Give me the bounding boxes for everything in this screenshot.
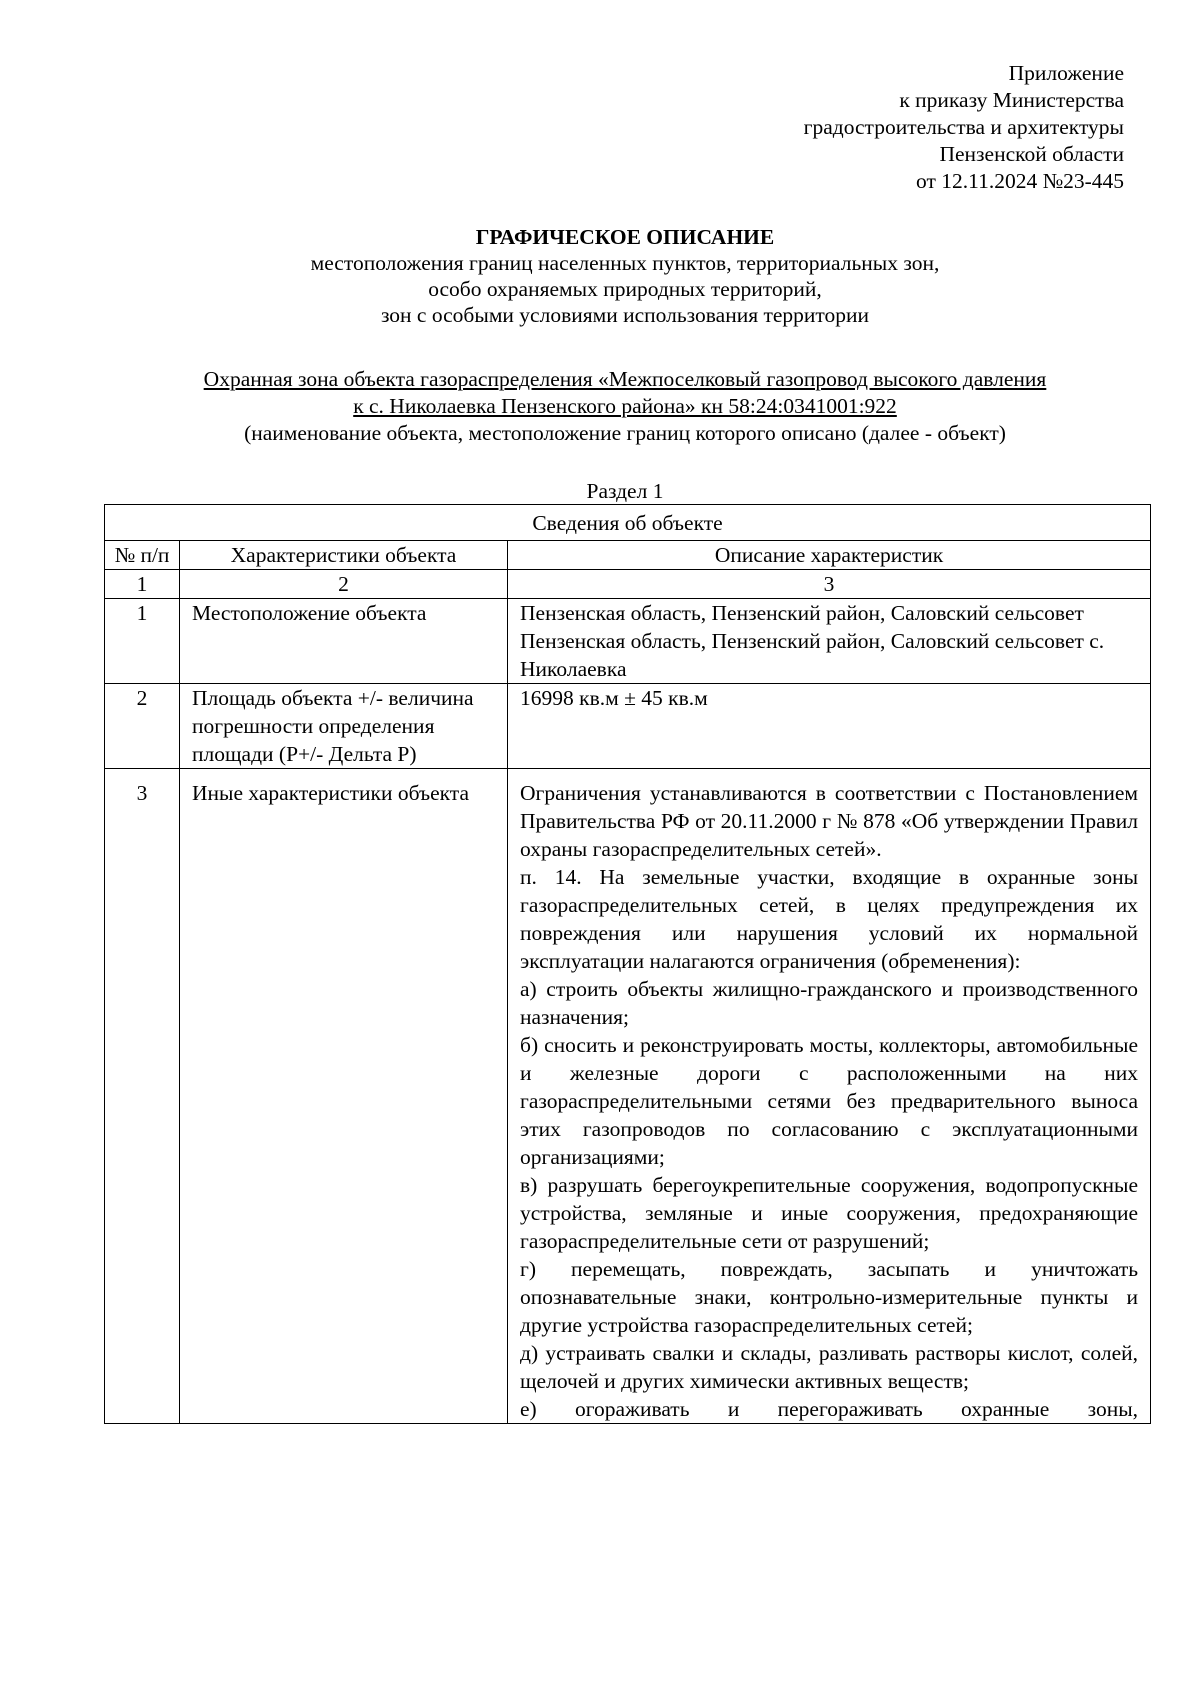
heading-block xyxy=(100,224,1150,328)
table-header-row xyxy=(105,541,1151,570)
table-row xyxy=(105,599,1151,684)
object-name-block xyxy=(100,366,1150,447)
row-number: 3 xyxy=(105,769,180,1424)
row-description xyxy=(508,599,1151,684)
section-label: Раздел 1 xyxy=(586,479,664,503)
header-cell-characteristic: Характеристики объекта xyxy=(180,541,508,570)
description-paragraph: д) устраивать свалки и склады, разливать растворы кислот, солей, щелочей и других химически активных веществ; xyxy=(520,1341,1139,1393)
row-characteristic: Площадь объекта +/- величина погрешности определения площади (Р+/- Дельта Р) xyxy=(180,684,508,769)
document-subtitle-line: местоположения границ населенных пунктов, территориальных зон, xyxy=(310,251,940,275)
description-paragraph: г) перемещать, повреждать, засыпать и уничтожать опознавательные знаки, контрольно-измерительные пункты и другие устройства газораспределительных сетей; xyxy=(520,1257,1139,1337)
document-title: ГРАФИЧЕСКОЕ ОПИСАНИЕ xyxy=(475,225,775,249)
description-paragraph: Пензенская область, Пензенский район, Саловский сельсовет xyxy=(520,601,1084,625)
object-name-caption: (наименование объекта, местоположение границ которого описано (далее - объект) xyxy=(244,421,1006,445)
row-number: 2 xyxy=(105,684,180,769)
description-paragraph: 16998 кв.м ± 45 кв.м xyxy=(520,686,708,710)
header-cell-description: Описание характеристик xyxy=(508,541,1151,570)
description-paragraph: е) огораживать и перегораживать охранные зоны, xyxy=(520,1397,1139,1421)
column-number-row xyxy=(105,570,1151,599)
object-name-line: к с. Николаевка Пензенского района» кн 58:24:0341001:922 xyxy=(353,394,897,418)
appendix-line: градостроительства и архитектуры xyxy=(803,115,1124,139)
object-name-line: Охранная зона объекта газораспределения «Межпоселковый газопровод высокого давления xyxy=(203,367,1047,391)
description-paragraph: б) сносить и реконструировать мосты, коллекторы, автомобильные и железные дороги с расположенными на них газораспределительными сетями без предварительного выноса этих газопроводов по согласованию с эксплуатационными организациями; xyxy=(520,1033,1139,1169)
appendix-order-date: от 12.11.2024 №23-445 xyxy=(916,169,1124,193)
table-row xyxy=(105,769,1151,1424)
description-paragraph: Пензенская область, Пензенский район, Саловский сельсовет с. Николаевка xyxy=(520,629,1105,681)
description-paragraph: Ограничения устанавливаются в соответствии с Постановлением Правительства РФ от 20.11.2000 г № 878 «Об утверждении Правил охраны газораспределительных сетей». xyxy=(520,781,1139,861)
row-description xyxy=(508,769,1151,1424)
table-title-row xyxy=(105,505,1151,541)
appendix-line: Пензенской области xyxy=(939,142,1124,166)
row-number: 1 xyxy=(105,599,180,684)
row-characteristic: Местоположение объекта xyxy=(180,599,508,684)
table-row xyxy=(105,684,1151,769)
column-number-cell: 3 xyxy=(508,570,1151,599)
object-info-table xyxy=(104,504,1151,1424)
description-paragraph: п. 14. На земельные участки, входящие в охранные зоны газораспределительных сетей, в целях предупреждения их повреждения или нарушения условий их нормальной эксплуатации налагаются ограничения (обременения): xyxy=(520,865,1139,973)
column-number-cell: 1 xyxy=(105,570,180,599)
description-paragraph: а) строить объекты жилищно-гражданского и производственного назначения; xyxy=(520,977,1139,1029)
appendix-line: к приказу Министерства xyxy=(899,88,1124,112)
appendix-block xyxy=(704,60,1124,195)
column-number-cell: 2 xyxy=(180,570,508,599)
description-paragraph: в) разрушать берегоукрепительные сооружения, водопропускные устройства, земляные и иные сооружения, предохраняющие газораспределительные сети от разрушений; xyxy=(520,1173,1139,1253)
header-cell-number: № п/п xyxy=(105,541,180,570)
document-subtitle-line: зон с особыми условиями использования территории xyxy=(380,303,870,327)
appendix-line: Приложение xyxy=(1008,61,1124,85)
row-description xyxy=(508,684,1151,769)
row-characteristic: Иные характеристики объекта xyxy=(180,769,508,1424)
document-subtitle-line: особо охраняемых природных территорий, xyxy=(428,277,822,301)
table-title: Сведения об объекте xyxy=(105,505,1151,541)
